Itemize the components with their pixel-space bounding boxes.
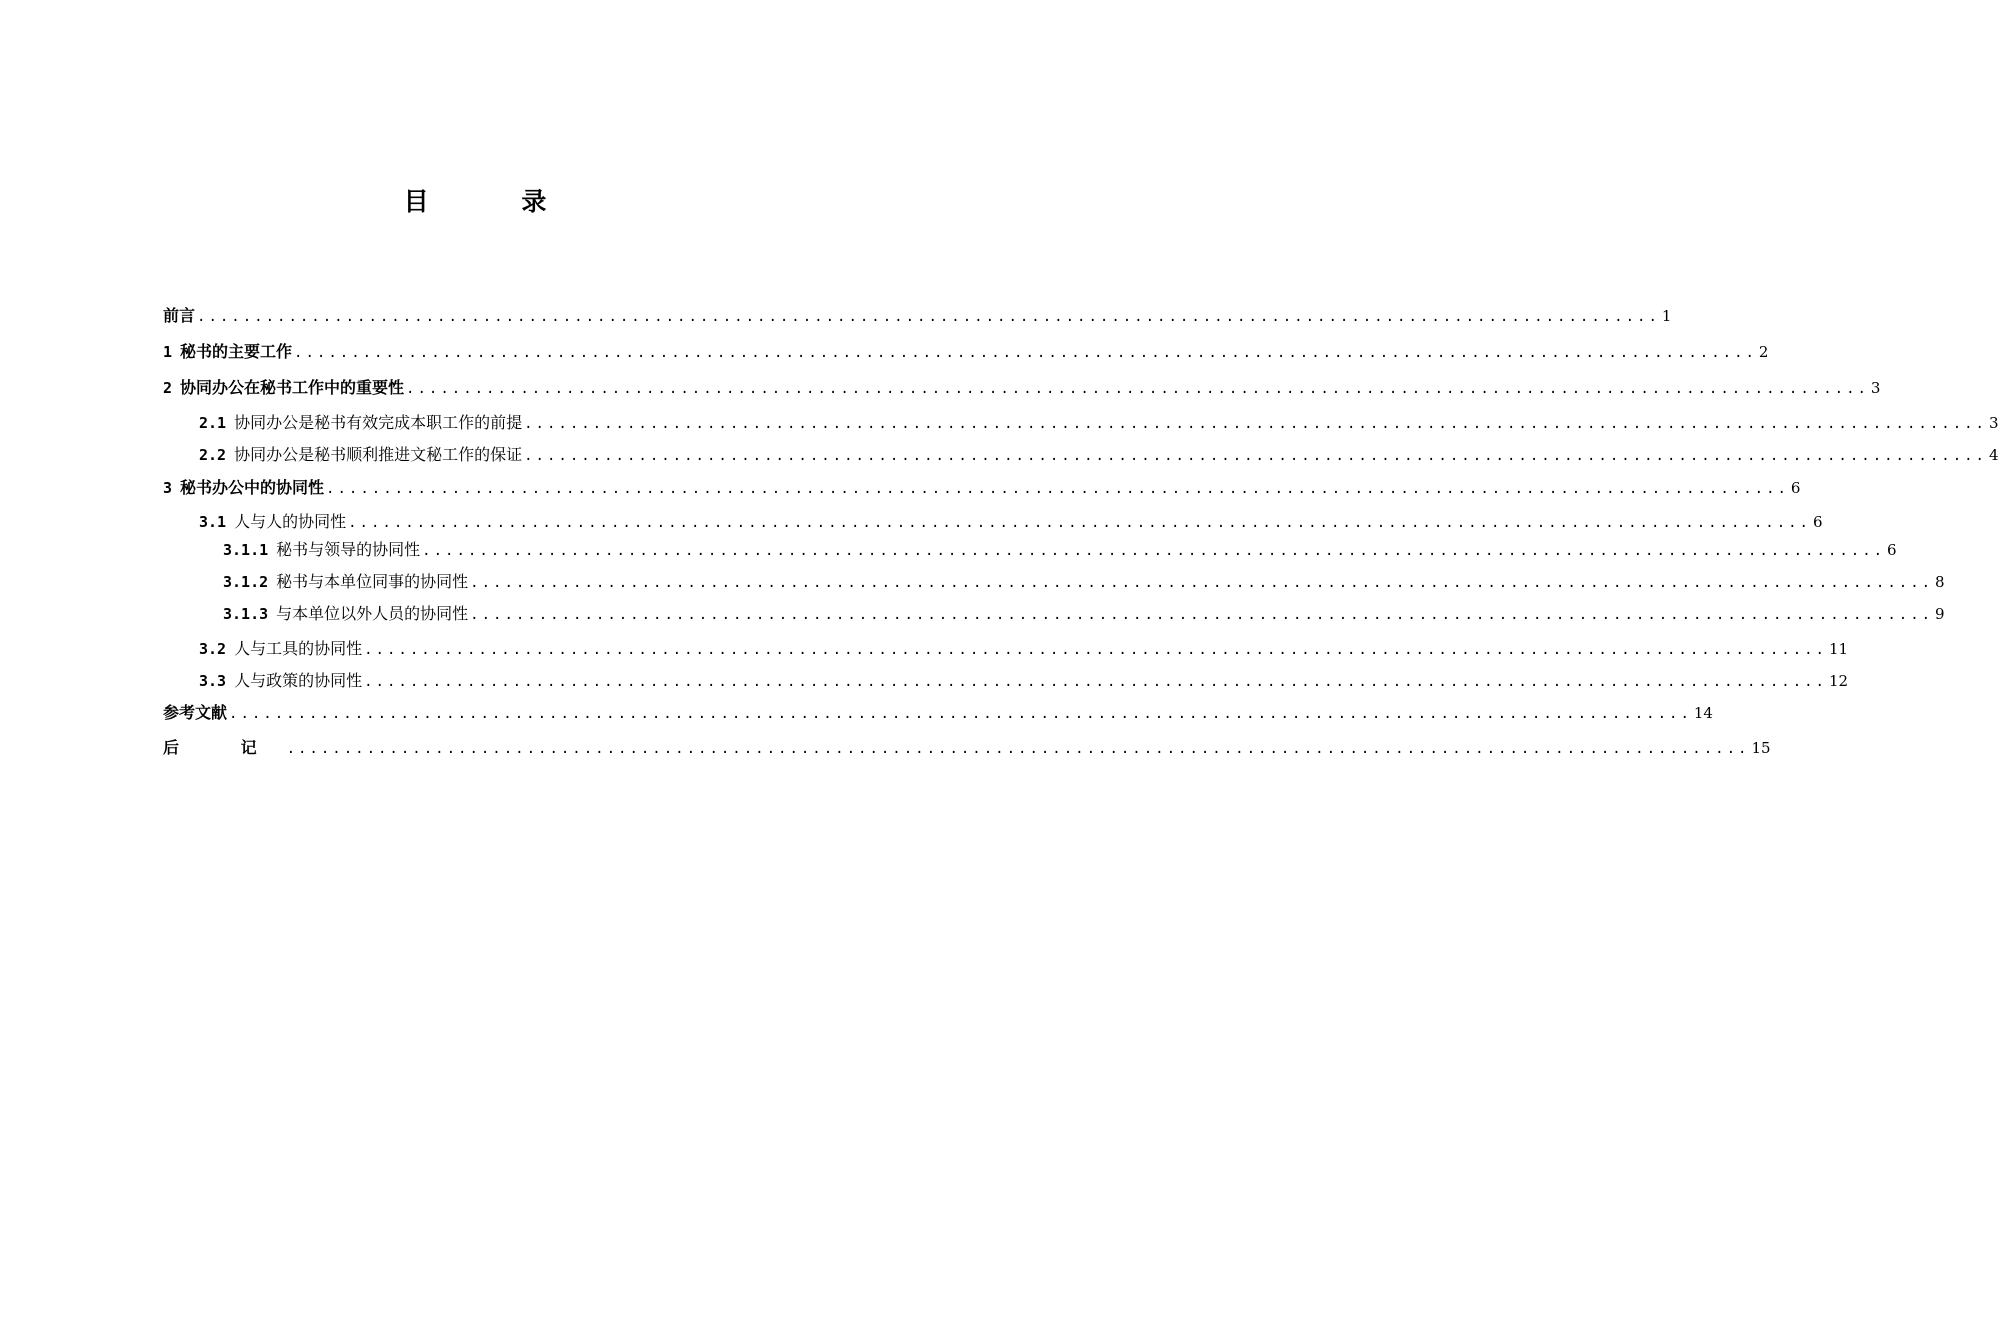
toc-leader-dots: ................................................................................................................................: [470, 575, 1934, 591]
toc-entry-label: 秘书的主要工作: [180, 342, 293, 361]
toc-entry-page: 15: [1751, 739, 1771, 757]
toc-entry-page: 9: [1935, 605, 1945, 623]
toc-entry-preface[interactable]: [163, 304, 1672, 328]
toc-entry-3-2[interactable]: [199, 637, 1849, 661]
toc-entry-number: 3: [163, 479, 173, 497]
page-title: 目 录: [403, 187, 589, 216]
toc-entry-number: 3.1.1: [223, 541, 269, 559]
toc-entry-1[interactable]: [163, 340, 1769, 364]
toc-entry-label: 参考文献: [163, 703, 228, 722]
toc-entry-3-1[interactable]: [199, 510, 1823, 534]
toc-leader-dots: ................................................................................................................................: [294, 345, 1757, 361]
toc-entry-page: 6: [1790, 479, 1801, 497]
toc-leader-dots: ................................................................................................................................: [286, 741, 1750, 757]
toc-entry-number: 3.3: [199, 672, 227, 690]
toc-entry-page: 11: [1828, 640, 1849, 658]
toc-entry-3-1-3[interactable]: [223, 602, 1945, 626]
toc-entry-number: 3.1.2: [223, 573, 269, 591]
toc-entry-label: 前言: [163, 306, 196, 325]
toc-entry-page: 3: [1870, 379, 1881, 397]
toc-entry-label: 人与政策的协同性: [234, 671, 363, 690]
toc-entry-3[interactable]: [163, 476, 1801, 500]
toc-entry-label: 秘书办公中的协同性: [180, 478, 325, 497]
toc-leader-dots: ................................................................................................................................: [524, 448, 1987, 464]
toc-entry-label: 协同办公是秘书顺利推进文秘工作的保证: [234, 445, 523, 464]
toc-entry-label: 与本单位以外人员的协同性: [276, 604, 469, 623]
toc-entry-page: 14: [1693, 704, 1713, 722]
toc-entry-page: 3: [1988, 414, 1999, 432]
toc-leader-dots: ................................................................................................................................: [364, 674, 1827, 690]
toc-entry-label: 后 记: [163, 738, 285, 757]
toc-entry-3-3[interactable]: [199, 669, 1849, 693]
toc-entry-references[interactable]: [163, 701, 1713, 725]
toc-entry-page: 2: [1758, 343, 1769, 361]
toc-entry-page: 6: [1887, 541, 1897, 559]
toc-leader-dots: ................................................................................................................................: [229, 706, 1692, 722]
toc-entry-2-1[interactable]: [199, 411, 1999, 435]
toc-entry-number: 2.1: [199, 414, 227, 432]
toc-entry-3-1-2[interactable]: [223, 570, 1945, 594]
toc-entry-2-2[interactable]: [199, 443, 1999, 467]
toc-entry-postscript[interactable]: [163, 736, 1771, 760]
toc-entry-3-1-1[interactable]: [223, 538, 1897, 562]
toc-entry-number: 1: [163, 343, 173, 361]
toc-entry-number: 2: [163, 379, 173, 397]
toc-leader-dots: ................................................................................................................................: [406, 381, 1869, 397]
toc-entry-number: 3.2: [199, 640, 227, 658]
toc-entry-number: 3.1.3: [223, 605, 269, 623]
toc-leader-dots: ................................................................................................................................: [422, 543, 1886, 559]
toc-leader-dots: ................................................................................................................................: [326, 481, 1789, 497]
toc-entry-page: 4: [1988, 446, 1999, 464]
toc-leader-dots: ................................................................................................................................: [197, 309, 1660, 325]
toc-entry-label: 秘书与领导的协同性: [276, 540, 421, 559]
toc-entry-2[interactable]: [163, 376, 1881, 400]
toc-entry-number: 2.2: [199, 446, 227, 464]
toc-entry-label: 人与人的协同性: [234, 512, 347, 531]
toc-entry-page: 6: [1812, 513, 1823, 531]
toc-leader-dots: ................................................................................................................................: [364, 642, 1827, 658]
toc-leader-dots: ................................................................................................................................: [470, 607, 1934, 623]
toc-entry-page: 8: [1935, 573, 1945, 591]
toc-entry-label: 协同办公是秘书有效完成本职工作的前提: [234, 413, 523, 432]
toc-entry-page: 1: [1661, 307, 1672, 325]
toc-entry-number: 3.1: [199, 513, 227, 531]
toc-leader-dots: ................................................................................................................................: [348, 515, 1811, 531]
toc-entry-label: 秘书与本单位同事的协同性: [276, 572, 469, 591]
toc-entry-label: 人与工具的协同性: [234, 639, 363, 658]
toc-entry-label: 协同办公在秘书工作中的重要性: [180, 378, 405, 397]
toc-leader-dots: ................................................................................................................................: [524, 416, 1987, 432]
toc-entry-page: 12: [1828, 672, 1849, 690]
